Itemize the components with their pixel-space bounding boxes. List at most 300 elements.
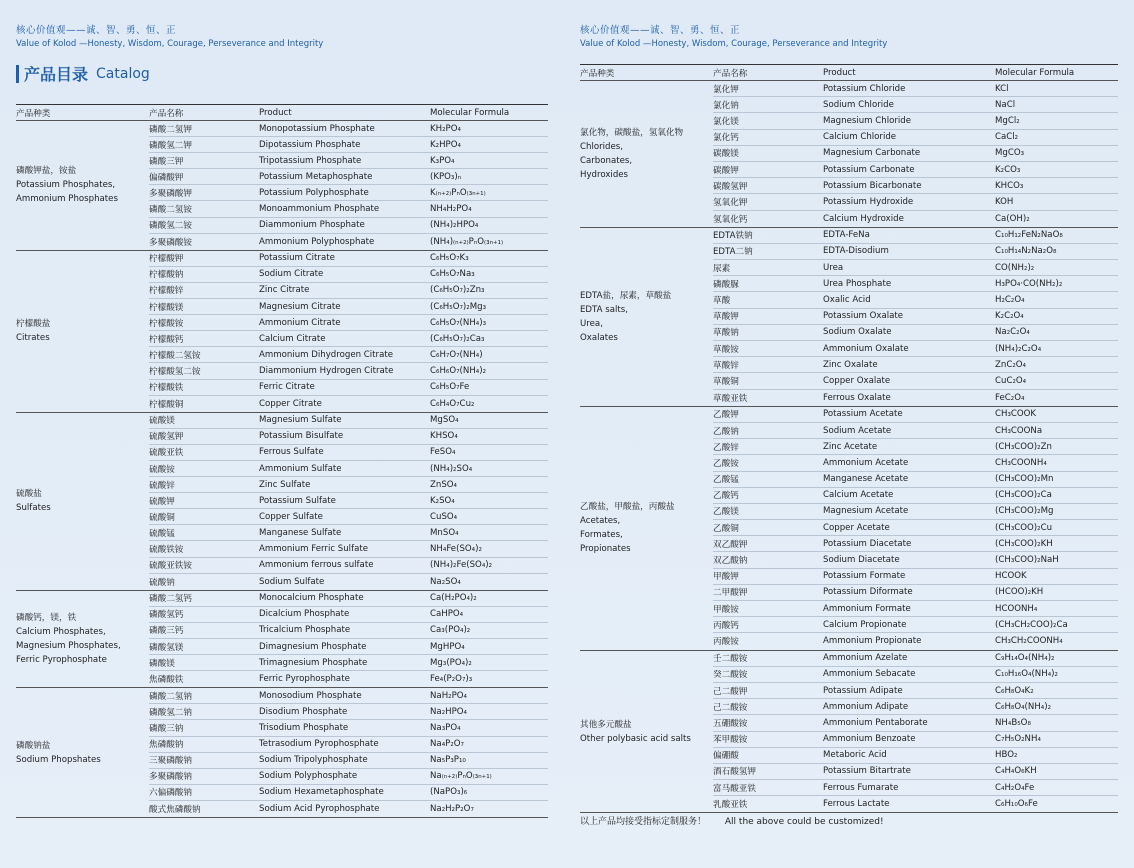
table-row <box>713 244 1118 260</box>
product-name-en: Ammonium Sebacate <box>823 669 916 680</box>
molecular-formula: ZnC₂O₄ <box>995 359 1026 370</box>
table-row <box>713 423 1118 439</box>
product-name-cn: 硫酸铁铵 <box>149 544 184 555</box>
product-name-en: Metaboric Acid <box>823 750 887 761</box>
product-name-cn: 乙酸镁 <box>713 507 739 518</box>
product-name-en: Trisodium Phosphate <box>259 723 349 734</box>
molecular-formula: KH₂PO₄ <box>430 123 461 134</box>
table-row <box>713 585 1118 601</box>
product-name-cn: 乙酸钠 <box>713 426 739 437</box>
right-table-body <box>580 81 1118 813</box>
molecular-formula: KHCO₃ <box>995 180 1024 191</box>
table-row <box>149 461 548 477</box>
product-name-en: Ammonium Benzoate <box>823 734 916 745</box>
product-name-en: Zinc Sulfate <box>259 479 311 490</box>
header-formula: Molecular Formula <box>430 107 510 118</box>
table-row <box>149 785 548 801</box>
group-rows <box>149 591 548 688</box>
catalog-title <box>16 62 150 85</box>
group-label-line: 乙酸盐，甲酸盐，丙酸盐 <box>580 502 675 513</box>
product-name-en: Calcium Citrate <box>259 333 326 344</box>
product-name-en: Magnesium Sulfate <box>259 415 342 426</box>
product-name-cn: 磷酸三钾 <box>149 156 184 167</box>
molecular-formula: Na₂H₂P₂O₇ <box>430 803 474 814</box>
table-row <box>713 488 1118 504</box>
product-name-en: Magnesium Citrate <box>259 301 341 312</box>
product-name-en: EDTA-Disodium <box>823 246 889 257</box>
table-row <box>149 801 548 817</box>
product-name-en: Ammonium Formate <box>823 603 911 614</box>
product-name-en: Dicalcium Phosphate <box>259 609 350 620</box>
molecular-formula: MnSO₄ <box>430 527 459 538</box>
product-name-cn: 壬二酸铵 <box>713 654 748 665</box>
table-header-right <box>580 64 1118 81</box>
product-name-cn: 乙酸锌 <box>713 442 739 453</box>
molecular-formula: Ca(OH)₂ <box>995 213 1030 224</box>
group-label-line: 硫酸盐 <box>16 489 42 500</box>
table-row <box>713 569 1118 585</box>
group-label-line: Ammonium Phosphates <box>16 194 118 205</box>
molecular-formula: Na₍ₙ₊₂₎PₙO₍₃ₙ₊₁₎ <box>430 771 492 782</box>
table-row <box>713 81 1118 97</box>
product-group <box>16 121 548 251</box>
product-name-en: Potassium Sulfate <box>259 495 336 506</box>
product-name-en: Potassium Bitartrate <box>823 766 911 777</box>
molecular-formula: (CH₃COO)₂NaH <box>995 555 1059 566</box>
group-label-line: Magnesium Phosphates, <box>16 641 121 651</box>
title-cn: 产品目录 <box>24 65 89 84</box>
table-row <box>713 439 1118 455</box>
product-name-cn: 硫酸镁 <box>149 416 175 427</box>
group-label <box>16 251 149 412</box>
product-name-en: Manganese Acetate <box>823 474 909 485</box>
molecular-formula: K₂C₂O₄ <box>995 311 1024 322</box>
product-name-cn: 焦磷酸钠 <box>149 740 184 751</box>
molecular-formula: C₆H₁₀O₆Fe <box>995 799 1038 810</box>
table-row <box>713 536 1118 552</box>
molecular-formula: HCOOK <box>995 571 1027 582</box>
group-rows <box>713 228 1118 406</box>
product-name-en: Oxalic Acid <box>823 295 871 306</box>
product-group <box>16 251 548 413</box>
molecular-formula: (CH₃COO)₂Mg <box>995 506 1054 517</box>
product-name-cn: 偏硼酸 <box>713 751 739 762</box>
table-row <box>713 407 1118 423</box>
table-row <box>149 639 548 655</box>
molecular-formula: CH₃COONH₄ <box>995 457 1047 468</box>
group-label-line: 磷酸钾盐，铵盐 <box>16 166 77 177</box>
group-rows <box>713 651 1118 813</box>
product-name-en: Magnesium Chloride <box>823 115 912 126</box>
product-name-cn: 磷酸二氢钠 <box>149 691 192 702</box>
product-name-cn: 五硼酸铵 <box>713 718 748 729</box>
molecular-formula: MgCO₃ <box>995 148 1025 159</box>
table-row <box>713 617 1118 633</box>
molecular-formula: Na₅P₃P₁₀ <box>430 755 466 766</box>
product-name-en: Ferrous Lactate <box>823 799 890 810</box>
group-label-line: Propionates <box>580 544 631 555</box>
table-row <box>713 178 1118 194</box>
table-row <box>713 113 1118 129</box>
product-name-cn: 双乙酸钾 <box>713 539 748 550</box>
molecular-formula: C₁₀H₁₄N₂Na₂O₈ <box>995 246 1057 257</box>
molecular-formula: ZnSO₄ <box>430 479 457 490</box>
group-label-line: Chlorides, <box>580 141 623 152</box>
title-accent-bar <box>16 65 19 83</box>
table-row <box>149 251 548 267</box>
product-name-en: Potassium Bicarbonate <box>823 180 922 191</box>
product-name-en: Disodium Phosphate <box>259 706 348 717</box>
molecular-formula: H₂C₂O₄ <box>995 295 1025 306</box>
molecular-formula: C₇H₅O₂NH₄ <box>995 734 1041 745</box>
table-header <box>16 104 548 121</box>
product-name-en: Magnesium Carbonate <box>823 148 921 159</box>
group-rows <box>149 251 548 412</box>
molecular-formula: Fe₄(P₂O₇)₃ <box>430 674 473 685</box>
molecular-formula: (C₆H₅O₇)₂Mg₃ <box>430 301 487 312</box>
molecular-formula: NaH₂PO₄ <box>430 690 467 701</box>
table-row <box>149 477 548 493</box>
group-label-line: 磷酸钙，镁，铁 <box>16 613 77 623</box>
left-panel <box>0 0 552 868</box>
product-name-cn: 酒石酸氢钾 <box>713 767 756 778</box>
molecular-formula: C₆H₅O₇Fe <box>430 382 470 393</box>
product-name-en: Potassium Adipate <box>823 685 903 696</box>
product-name-en: Potassium Metaphosphate <box>259 171 373 182</box>
table-row <box>149 429 548 445</box>
group-label-line: Carbonates, <box>580 155 633 166</box>
product-name-cn: 柠檬酸钙 <box>149 334 184 345</box>
product-name-en: Tricalcium Phosphate <box>259 625 351 636</box>
product-name-en: Ammonium Adipate <box>823 701 909 712</box>
table-row <box>713 633 1118 649</box>
table-row <box>149 396 548 412</box>
table-row <box>713 357 1118 373</box>
table-row <box>713 146 1118 162</box>
table-row <box>713 341 1118 357</box>
product-name-en: Calcium Propionate <box>823 619 907 630</box>
product-name-en: Ferric Pyrophosphate <box>259 674 350 685</box>
product-name-cn: 多聚磷酸钾 <box>149 188 192 199</box>
product-name-en: Potassium Carbonate <box>823 164 915 175</box>
molecular-formula: K₍ₙ₊₂₎PₙO₍₃ₙ₊₁₎ <box>430 187 486 198</box>
molecular-formula: Na₂SO₄ <box>430 576 461 587</box>
group-label <box>580 81 713 227</box>
molecular-formula: H₃PO₄·CO(NH₂)₂ <box>995 278 1063 289</box>
product-name-cn: 碳酸氢钾 <box>713 181 748 192</box>
molecular-formula: (NH₄)₂SO₄ <box>430 463 473 474</box>
product-group <box>580 228 1118 407</box>
left-table-body <box>16 121 548 818</box>
table-row <box>149 331 548 347</box>
table-row <box>149 607 548 623</box>
product-name-en: EDTA-FeNa <box>823 230 870 241</box>
product-name-cn: 氯化钾 <box>713 84 739 95</box>
molecular-formula: CO(NH₂)₂ <box>995 262 1035 273</box>
product-name-cn: 甲酸铵 <box>713 604 739 615</box>
group-label-line: Formates, <box>580 530 623 541</box>
molecular-formula: Na₄P₂O₇ <box>430 739 464 750</box>
product-name-cn: 氯化镁 <box>713 116 739 127</box>
product-name-en: Copper Citrate <box>259 398 322 409</box>
product-name-en: Ammonium Polyphosphate <box>259 236 375 247</box>
group-label-line: Sulfates <box>16 503 51 514</box>
product-name-cn: 碳酸钾 <box>713 165 739 176</box>
molecular-formula: K₂HPO₄ <box>430 139 461 150</box>
product-name-cn: 酸式焦磷酸钠 <box>149 804 201 815</box>
group-label-line: Other polybasic acid salts <box>580 733 691 744</box>
product-name-cn: 乙酸铵 <box>713 458 739 469</box>
table-row <box>149 185 548 201</box>
table-row <box>149 363 548 379</box>
table-row <box>149 574 548 590</box>
group-rows <box>149 688 548 817</box>
product-name-cn: 磷酸氢钙 <box>149 610 184 621</box>
product-name-cn: 硫酸氢钾 <box>149 432 184 443</box>
product-name-cn: 磷酸氢镁 <box>149 642 184 653</box>
table-row <box>713 552 1118 568</box>
table-row <box>713 260 1118 276</box>
product-name-en: Zinc Citrate <box>259 285 310 296</box>
table-row <box>713 764 1118 780</box>
product-name-cn: 硫酸铜 <box>149 512 175 523</box>
table-row <box>713 601 1118 617</box>
table-row <box>149 671 548 687</box>
molecular-formula: K₂CO₃ <box>995 164 1021 175</box>
product-name-cn: 多聚磷酸铵 <box>149 237 192 248</box>
product-name-cn: 尿素 <box>713 263 731 274</box>
product-name-en: Sodium Tripolyphosphate <box>259 755 368 766</box>
group-label-line: Citrates <box>16 333 50 344</box>
product-name-cn: 草酸钠 <box>713 328 739 339</box>
product-name-en: Potassium Hydroxide <box>823 196 914 207</box>
molecular-formula: CH₃CH₂COONH₄ <box>995 636 1063 647</box>
molecular-formula: C₄H₂O₄Fe <box>995 782 1035 793</box>
table-row <box>713 455 1118 471</box>
group-label-line: 氯化物，碳酸盐，氢氧化物 <box>580 127 684 138</box>
table-row <box>149 267 548 283</box>
product-name-cn: 磷酸二氢钙 <box>149 594 192 605</box>
molecular-formula: NaCl <box>995 99 1016 110</box>
molecular-formula: Ca(H₂PO₄)₂ <box>430 593 477 604</box>
product-name-en: Trimagnesium Phosphate <box>259 657 368 668</box>
table-row <box>713 651 1118 667</box>
molecular-formula: C₆H₈O₄(NH₄)₂ <box>995 701 1052 712</box>
product-name-cn: 磷酸二氢铵 <box>149 205 192 216</box>
product-name-en: Manganese Sulfate <box>259 527 342 538</box>
product-name-en: Ferric Citrate <box>259 382 315 393</box>
product-name-en: Diammonium Phosphate <box>259 220 365 231</box>
header-formula: Molecular Formula <box>995 67 1075 78</box>
product-name-cn: 柠檬酸铁 <box>149 383 184 394</box>
product-name-en: Tripotassium Phosphate <box>259 155 362 166</box>
molecular-formula: CH₃COONa <box>995 425 1043 436</box>
product-name-en: Monoammonium Phosphate <box>259 204 380 215</box>
product-name-en: Copper Sulfate <box>259 511 323 522</box>
table-row <box>713 683 1118 699</box>
product-name-cn: 磷酸氢二铵 <box>149 221 192 232</box>
product-name-en: Ammonium Propionate <box>823 636 922 647</box>
product-name-cn: 苯甲酸铵 <box>713 735 748 746</box>
molecular-formula: (CH₃COO)₂Ca <box>995 490 1052 501</box>
molecular-formula: (NH₄)₂HPO₄ <box>430 220 479 231</box>
product-name-en: Potassium Chloride <box>823 83 906 94</box>
molecular-formula: NH₄Fe(SO₄)₂ <box>430 543 482 554</box>
product-name-en: Ammonium Pentaborate <box>823 717 928 728</box>
molecular-formula: C₆H₄O₇Cu₂ <box>430 398 475 409</box>
product-name-cn: 二甲酸钾 <box>713 588 748 599</box>
table-row <box>713 780 1118 796</box>
product-name-cn: 硫酸锰 <box>149 528 175 539</box>
product-name-en: Potassium Oxalate <box>823 311 904 322</box>
table-row <box>149 493 548 509</box>
group-label-line: Hydroxides <box>580 169 629 180</box>
table-row <box>149 655 548 671</box>
molecular-formula: Na₃PO₄ <box>430 723 461 734</box>
product-name-cn: 柠檬酸镁 <box>149 302 184 313</box>
product-name-en: Ferrous Oxalate <box>823 392 891 403</box>
product-name-en: Potassium Polyphosphate <box>259 187 369 198</box>
group-label <box>16 591 149 688</box>
group-rows <box>713 81 1118 227</box>
product-name-cn: 偏磷酸钾 <box>149 172 184 183</box>
molecular-formula: CuC₂O₄ <box>995 375 1027 386</box>
table-row <box>149 623 548 639</box>
molecular-formula: KOH <box>995 196 1014 207</box>
molecular-formula: (HCOO)₂KH <box>995 587 1044 598</box>
table-row <box>713 130 1118 146</box>
table-row <box>713 699 1118 715</box>
table-row <box>713 667 1118 683</box>
product-name-en: Ammonium Acetate <box>823 457 909 468</box>
product-name-cn: 磷酸三钠 <box>149 724 184 735</box>
molecular-formula: (CH₃COO)₂Zn <box>995 441 1052 452</box>
product-name-cn: 氯化钠 <box>713 100 739 111</box>
product-name-cn: EDTA二钠 <box>713 247 753 258</box>
product-name-en: Potassium Bisulfate <box>259 431 344 442</box>
product-name-en: Ammonium Sulfate <box>259 463 342 474</box>
product-name-en: Ammonium Citrate <box>259 317 341 328</box>
molecular-formula: C₉H₁₄O₄(NH₄)₂ <box>995 653 1055 664</box>
table-row <box>713 373 1118 389</box>
group-label-line: Urea, <box>580 318 603 329</box>
table-row <box>149 121 548 137</box>
product-name-cn: 乙酸钾 <box>713 410 739 421</box>
table-row <box>149 753 548 769</box>
product-name-en: Monopotassium Phosphate <box>259 123 375 134</box>
table-row <box>149 445 548 461</box>
product-name-cn: 富马酸亚铁 <box>713 783 756 794</box>
table-row <box>713 309 1118 325</box>
table-row <box>149 153 548 169</box>
product-name-en: Sodium Hexametaphosphate <box>259 787 384 798</box>
table-row <box>149 169 548 185</box>
molecular-formula: KHSO₄ <box>430 431 458 442</box>
title-en: Catalog <box>96 65 150 82</box>
product-name-en: Potassium Acetate <box>823 409 903 420</box>
molecular-formula: C₆H₆O₇(NH₄)₂ <box>430 365 487 376</box>
product-name-en: Dimagnesium Phosphate <box>259 641 367 652</box>
product-group <box>16 688 548 818</box>
molecular-formula: C₆H₅O₇Na₃ <box>430 269 475 280</box>
product-name-en: Sodium Sulfate <box>259 576 325 587</box>
molecular-formula: (NaPO₃)₆ <box>430 787 468 798</box>
table-row <box>713 292 1118 308</box>
group-label <box>16 688 149 817</box>
product-name-cn: 己二酸钾 <box>713 686 748 697</box>
product-name-cn: 柠檬酸铜 <box>149 399 184 410</box>
product-name-cn: 磷酸二氢钾 <box>149 124 192 135</box>
group-label-line: Oxalates <box>580 332 618 343</box>
molecular-formula: C₆H₅O₇(NH₄)₃ <box>430 317 487 328</box>
product-name-cn: 草酸 <box>713 296 731 307</box>
molecular-formula: C₄H₄O₆KH <box>995 766 1037 777</box>
footer-cn: 以上产品均接受指标定制服务！ <box>580 817 707 827</box>
product-name-en: Sodium Acid Pyrophosphate <box>259 803 380 814</box>
core-values-en: Value of Kolod —Honesty, Wisdom, Courage, Perseverance and Integrity <box>16 39 324 49</box>
molecular-formula: C₁₀H₁₂FeN₂NaO₈ <box>995 230 1063 241</box>
product-name-cn: 硫酸钾 <box>149 496 175 507</box>
table-row <box>713 715 1118 731</box>
product-name-cn: 草酸亚铁 <box>713 393 748 404</box>
table-row <box>149 704 548 720</box>
group-label <box>580 407 713 650</box>
product-name-cn: EDTA铁钠 <box>713 231 753 242</box>
molecular-formula: (C₆H₅O₇)₂Zn₃ <box>430 285 485 296</box>
product-name-en: Potassium Diformate <box>823 587 913 598</box>
molecular-formula: K₂SO₄ <box>430 495 455 506</box>
group-label-line: Ferric Pyrophosphate <box>16 655 107 665</box>
product-name-en: Urea <box>823 262 844 273</box>
molecular-formula: Mg₃(PO₄)₂ <box>430 657 472 668</box>
product-name-en: Diammonium Hydrogen Citrate <box>259 365 394 376</box>
left-product-table <box>16 104 548 818</box>
molecular-formula: MgCl₂ <box>995 115 1020 126</box>
molecular-formula: HCOONH₄ <box>995 603 1038 614</box>
molecular-formula: MgSO₄ <box>430 415 459 426</box>
header-category: 产品种类 <box>580 68 615 79</box>
product-name-en: Sodium Citrate <box>259 269 324 280</box>
molecular-formula: C₁₀H₁₆O₄(NH₄)₂ <box>995 669 1058 680</box>
table-row <box>149 720 548 736</box>
product-name-en: Calcium Chloride <box>823 132 897 143</box>
product-name-cn: 焦磷酸铁 <box>149 675 184 686</box>
table-row <box>149 315 548 331</box>
group-label-line: 其他多元酸盐 <box>580 719 632 730</box>
molecular-formula: (NH₄)₂C₂O₄ <box>995 343 1042 354</box>
product-name-cn: 草酸铵 <box>713 344 739 355</box>
product-name-cn: 磷酸镁 <box>149 658 175 669</box>
product-name-en: Magnesium Acetate <box>823 506 909 517</box>
product-name-cn: 硫酸亚铁铵 <box>149 561 192 572</box>
footer-note <box>580 814 884 827</box>
molecular-formula: NH₄B₅O₈ <box>995 717 1031 728</box>
product-name-cn: 磷酸脲 <box>713 279 739 290</box>
molecular-formula: (C₆H₅O₇)₂Ca₃ <box>430 333 485 344</box>
product-name-en: Copper Acetate <box>823 522 890 533</box>
product-name-cn: 三聚磷酸钠 <box>149 756 192 767</box>
table-row <box>149 234 548 250</box>
group-rows <box>713 407 1118 650</box>
product-name-en: Ammonium ferrous sulfate <box>259 560 374 571</box>
group-label-line: Calcium Phosphates, <box>16 627 106 637</box>
product-name-cn: 柠檬酸氢二铵 <box>149 366 201 377</box>
product-name-en: Dipotassium Phosphate <box>259 139 361 150</box>
table-row <box>149 737 548 753</box>
molecular-formula: (CH₃COO)₂Cu <box>995 522 1053 533</box>
table-row <box>713 390 1118 406</box>
table-row <box>149 558 548 574</box>
